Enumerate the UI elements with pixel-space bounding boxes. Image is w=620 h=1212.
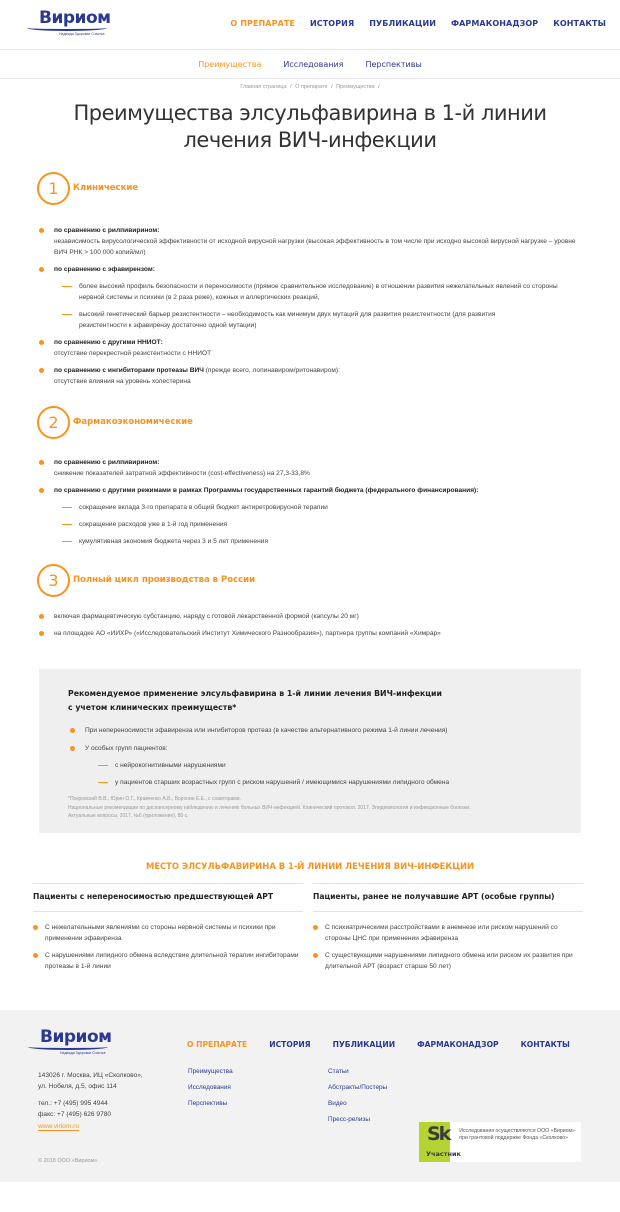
section-pharmacoeconomic [0,405,620,547]
section-title: Фармакоэкономические [73,417,193,427]
breadcrumb-separator: / [331,84,333,90]
column-heading: Пациенты с непереносимостью предшествующей АРТ [33,883,303,912]
breadcrumb-separator: / [290,84,292,90]
copyright: © 2018 ООО «Вириом» [38,1157,98,1164]
footer-nav-history[interactable]: ИСТОРИЯ [269,1039,311,1049]
section-title: Клинические [73,183,139,193]
list-item: У особых групп пациентов: с нейрокогнитивными нарушениями у пациентов старших возрастных групп с риском нарушений / имеющимися нарушениями липидного обмена [68,743,553,788]
list-item: на площадке АО «ИИХР» («Исследовательский Институт Химического Разнообразия»), партнера группы компаний «Химрар» [37,628,580,639]
skolkovo-badge[interactable] [419,1122,581,1162]
main-nav [230,19,606,28]
breadcrumb [0,84,620,90]
list-item: по сравнению с эфавирензом: более высокий профиль безопасности и переносимости (прямое сравнительное исследование) в отношении развития нежелательных явлений со стороны нервной системы и психики (в 2 раза реже), кожных и аллергических реакций, высокий генетический барьер резистентности – необходимость как минимум двух мутаций для развития резистентности (для развития резистентности к эфавирензу достаточно одной мутации) [37,264,580,331]
sub-list-item: сокращение расходов уже в 1-й год применения [62,519,580,530]
breadcrumb-separator: / [378,84,380,90]
list-item: по сравнению с рилпивирином: независимость вирусологической эффективности от исходной вирусной нагрузки (высокая эффективность в том числе при исходно высокой вирусной нагрузке – уровне ВИЧ РНК > 100 000 копий/мл) [37,225,580,258]
nav-item-contacts[interactable]: КОНТАКТЫ [553,19,606,28]
logo-tagline: Надежда Здоровье Счастье [60,1050,106,1055]
list-item: С нарушениями липидного обмена вследствие длительной терапии ингибиторами протеазы в 1-й линии [33,950,303,972]
phone: тел.: +7 (495) 995 4944 [38,1099,108,1107]
footer-link-research[interactable]: Исследования [188,1083,231,1091]
footer-viriom-logo[interactable] [28,1027,118,1057]
logo-wordmark: Вириом [39,8,111,28]
footer-link-video[interactable]: Видео [328,1099,347,1107]
site-header [0,0,620,50]
subnav-item-perspectives[interactable]: Перспективы [365,59,422,69]
list-item: С существующими нарушениями липидного обмена или риском их развития при длительной АРТ (возраст старше 50 лет) [313,950,583,972]
column-naive [313,883,583,978]
sub-nav [0,50,620,79]
section-production [0,563,620,639]
address-line: 143026 г. Москва, ИЦ «Сколково», [38,1071,143,1079]
column-heading: Пациенты, ранее не получавшие АРТ (особые группы) [313,883,583,912]
nav-item-history[interactable]: ИСТОРИЯ [309,19,355,28]
section-title: Полный цикл производства в России [73,575,256,585]
breadcrumb-about[interactable]: О препарате [295,84,328,90]
footer-nav [187,1040,570,1049]
footer-about-links [188,1068,233,1116]
list-item: по сравнению с рилпивирином: снижение показателей затратной эффективности (cost-effectiveness) на 27,3-33,8% [37,457,580,479]
breadcrumb-home[interactable]: Главная страница [240,84,287,90]
place-columns [33,883,583,978]
list-item: При непереносимости эфавиренза или ингибиторов протеаз (в качестве альтернативного режима 1-й линии лечения) [68,725,553,736]
section-number-badge: 1 [37,172,70,205]
footer-nav-publications[interactable]: ПУБЛИКАЦИИ [332,1039,396,1049]
footer-nav-pharmacovigilance[interactable]: ФАРМАКОНАДЗОР [417,1039,499,1049]
logo-tagline: Надежда Здоровье Счастье [59,32,105,36]
sub-list-item: сокращение вклада 3-го препарата в общий бюджет антиретровирусной терапии [62,502,580,513]
column-intolerance [33,883,303,978]
list-item: по сравнению с ингибиторами протеазы ВИЧ (прежде всего, лопинавиром/ритонавиром): отсутствие влияния на уровень холестерина [37,365,580,387]
sub-list-item: высокий генетический барьер резистентности – необходимость как минимум двух мутаций для развития резистентности (для развития резистентности к эфавирензу достаточно одной мутации) [62,309,580,331]
viriom-logo[interactable] [27,8,117,38]
footer-link-advantages[interactable]: Преимущества [188,1067,233,1075]
footer-contacts [38,1070,143,1133]
fax: факс: +7 (495) 626 9780 [38,1111,112,1118]
skolkovo-logo: Sk Участник [419,1122,450,1162]
footer-link-articles[interactable]: Статьи [328,1067,349,1075]
address-line: ул. Нобеля, д.5, офис 114 [38,1083,117,1090]
list-item: С нежелательными явлениями со стороны нервной системы и психики при применении эфавиренза [33,922,303,944]
sub-list-item: более высокий профиль безопасности и переносимости (прямое сравнительное исследование) в отношении развития нежелательных явлений со стороны нервной системы и психики (в 2 раза реже), кожных и аллергических реакций, [62,281,580,303]
section-clinical [0,171,620,387]
list-item: включая фармацевтическую субстанцию, наряду с готовой лекарственной формой (капсулы 20 мг) [37,611,580,622]
footer-link-perspectives[interactable]: Перспективы [188,1099,228,1107]
subnav-item-research[interactable]: Исследования [283,59,344,69]
footer-nav-about[interactable]: О ПРЕПАРАТЕ [187,1039,248,1049]
page-title: Преимущества элсульфавирина в 1-й линии лечения ВИЧ-инфекции [73,101,547,152]
footer-link-abstracts[interactable]: Абстракты/Постеры [328,1083,388,1091]
site-footer [0,1010,620,1182]
breadcrumb-current: Преимущества [336,84,375,90]
website-link[interactable]: www.viriom.ru [38,1122,80,1130]
list-item: С психиатрическими расстройствами в анемнезе или риском нарушений со стороны ЦНС при применении эфавиренза [313,922,583,944]
nav-item-publications[interactable]: ПУБЛИКАЦИИ [369,19,437,28]
nav-item-about[interactable]: О ПРЕПАРАТЕ [230,19,295,28]
subnav-item-advantages[interactable]: Преимущества [198,59,262,69]
place-section-title: МЕСТО ЭЛСУЛЬФАВИРИНА В 1-Й ЛИНИИ ЛЕЧЕНИЯ ВИЧ-ИНФЕКЦИИ [145,860,475,871]
list-item: по сравнению с другими ННИОТ: отсутствие перекрестной резистентности с ННИОТ [37,337,580,359]
list-item: по сравнению с другими режимами в рамках Программы государственных гарантий бюджета (федерального финансирования): сокращение вклада 3-го препарата в общий бюджет антиретровирусной терапии сокращение расходов уже в 1-й год применения кумулятивная экономия бюджета через 3 и 5 лет применения [37,485,580,547]
recommendation-title: Рекомендуемое применение элсульфавирина в 1-й линии лечения ВИЧ-инфекции с учетом клинических преимуществ* [68,689,442,712]
sub-list-item: с нейрокогнитивными нарушениями [98,760,553,771]
sub-list-item: у пациентов старших возрастных групп с риском нарушений / имеющимися нарушениями липидного обмена [98,777,553,788]
recommendation-box [39,669,581,833]
section-number-badge: 2 [37,406,70,439]
nav-item-pharmacovigilance[interactable]: ФАРМАКОНАДЗОР [451,19,539,28]
footer-publication-links [328,1068,387,1132]
footer-link-press[interactable]: Пресс-релизы [328,1115,370,1123]
skolkovo-text: Исследования осуществляются ООО «Вириом» при грантовой поддержке Фонда «Сколково» [459,1127,575,1141]
footnote: *Покровский В.В., Юрин О.Г., Кравченко А.В., Воронин Е.Е., с соавторами. Национальные рекомендации по диспансерному наблюдению и лечению больных ВИЧ-инфекцией. Клинический протокол. 2017. Эпидемиология и инфекционные болезни. Актуальные вопросы, 2017, №6 (приложение), 80 с. [68,796,471,819]
footer-nav-contacts[interactable]: КОНТАКТЫ [520,1039,570,1049]
logo-wordmark: Вириом [40,1026,112,1047]
sub-list-item: кумулятивная экономия бюджета через 3 и 5 лет применения [62,536,580,547]
section-number-badge: 3 [37,564,70,597]
